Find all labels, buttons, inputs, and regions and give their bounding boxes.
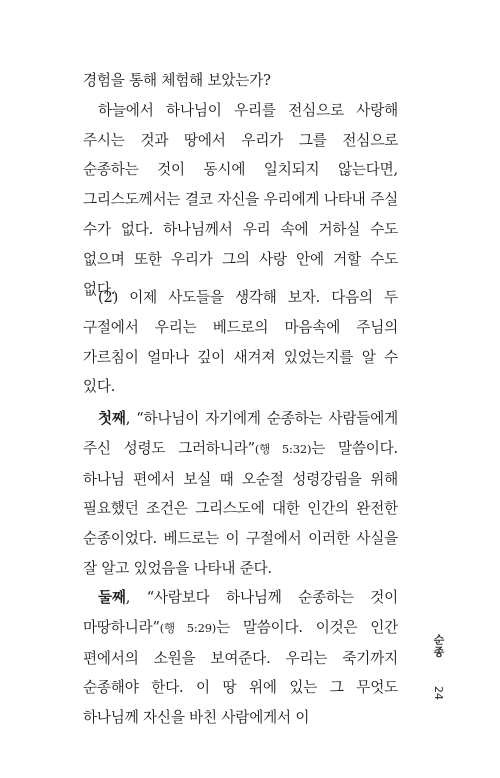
paragraph-2-body: (2) 이제 사도들을 생각해 보자. 다음의 두 구절에서 우리는 베드로의 마음속에 주님의 가르침이 얼마나 깊이 새겨져 있었는지를 알 수 있다. — [83, 289, 398, 396]
paragraph-3-reference: (행 5:32) — [254, 441, 312, 456]
page-number: 24 — [432, 686, 445, 700]
paragraph-4-rest: 는 말씀이다. 이것은 인간 편에서의 소원을 보여준다. 우리는 죽기까지 순종해야 한다. 이 땅 위에 있는 그 무엇도 하나님께 자신을 바친 사람에게서 이 — [83, 618, 399, 727]
paragraph-1-body: 하늘에서 하나님이 우리를 전심으로 사랑해 주시는 것과 땅에서 우리가 그를 전심으로 순종하는 것이 동시에 일치되지 않는다면, 그리스도께서는 결코 자신을 우리에게 나타내 주실 수가 없다. 하나님께서 우리 속에 거하실 수도 없으며 또한 우리가 그의 사랑 안에 거할 수도 없다. — [83, 101, 398, 298]
paragraph-4-body — [83, 583, 398, 733]
paragraph-3-body — [83, 404, 398, 584]
paragraph-3-quote: , “하나님이 자기에게 순종하는 사람들에게 주신 성령도 그러하니라” — [83, 410, 398, 457]
paragraph-2 — [83, 283, 398, 402]
paragraph-1 — [83, 66, 398, 304]
paragraph-4-lead: 둘째 — [98, 589, 126, 606]
section-label: 순종 — [432, 634, 445, 658]
paragraph-3-lead: 첫째 — [98, 410, 126, 427]
paragraph-3-rest: 는 말씀이다. 하나님 편에서 보실 때 오순절 성령강림을 위해 필요했던 조건은 그리스도에 대한 인간의 완전한 순종이었다. 베드로는 이 구절에서 이러한 사실을 잘 알고 있었음을 나타내 준다. — [83, 439, 398, 577]
paragraph-3 — [83, 404, 398, 584]
paragraph-4-reference: (행 5:29) — [159, 620, 217, 635]
paragraph-1-first-line: 경험을 통해 체험해 보았는가? — [83, 72, 271, 89]
paragraph-4 — [83, 583, 398, 733]
paragraph-4-quote: , “사람보다 하나님께 순종하는 것이 마땅하니라” — [83, 589, 398, 636]
